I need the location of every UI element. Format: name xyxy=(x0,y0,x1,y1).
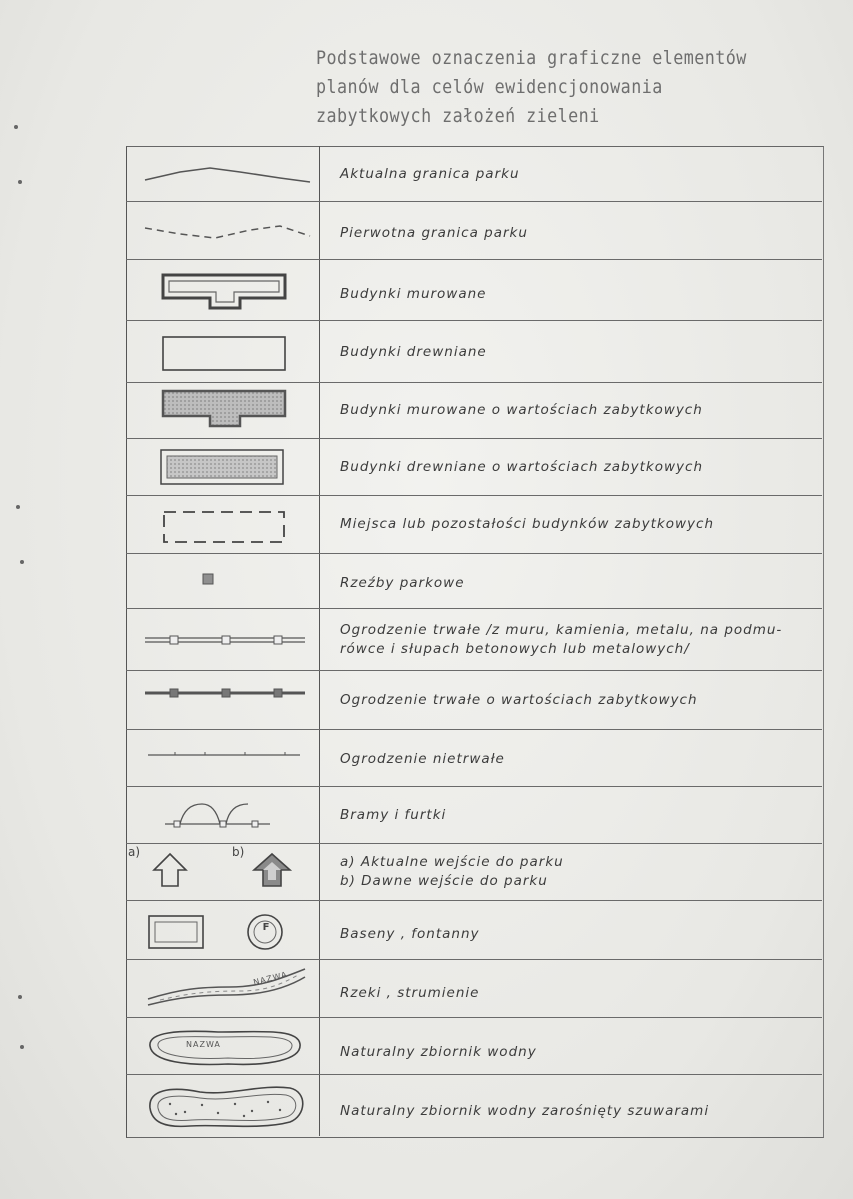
temporary-fence-icon xyxy=(145,745,305,765)
dashed-boundary-line-icon xyxy=(140,218,315,248)
historic-masonry-building-icon xyxy=(160,388,290,430)
row-label: Naturalny zbiornik wodny xyxy=(340,1044,537,1060)
entrance-a-mark: a) xyxy=(128,845,141,859)
title-line-1: Podstawowe oznaczenia graficzne elementów xyxy=(316,47,747,69)
row-label-line-1: Ogrodzenie trwałe /z muru, kamienia, metalu, na podmu- xyxy=(340,622,783,638)
row-label: Budynki murowane o wartościach zabytkowych xyxy=(340,402,703,418)
document-title xyxy=(316,44,756,131)
pond-icon xyxy=(138,1024,308,1070)
historic-wooden-building-icon xyxy=(158,447,288,489)
margin-mark xyxy=(16,505,20,509)
margin-mark xyxy=(20,1045,24,1049)
row-label: Budynki drewniane xyxy=(340,344,487,360)
wooden-building-icon xyxy=(160,334,290,374)
row-label: Bramy i furtki xyxy=(340,807,447,823)
row-label: Naturalny zbiornik wodny zarośnięty szuwarami xyxy=(340,1103,710,1119)
sculpture-icon xyxy=(202,573,214,585)
row-label: Ogrodzenie nietrwałe xyxy=(340,751,505,767)
river-name-label: NAZWA xyxy=(252,969,289,988)
title-line-2: planów dla celów ewidencjonowania xyxy=(316,76,663,98)
gate-icon xyxy=(160,798,275,834)
row-label: Rzeźby parkowe xyxy=(340,575,465,591)
row-label-line-2: b) Dawne wejście do parku xyxy=(340,873,548,889)
entrance-b-mark: b) xyxy=(232,845,245,859)
margin-mark xyxy=(18,995,22,999)
margin-mark xyxy=(20,560,24,564)
margin-mark xyxy=(18,180,22,184)
row-label xyxy=(340,853,810,891)
reed-pond-icon xyxy=(140,1080,310,1132)
title-line-3: zabytkowych założeń zieleni xyxy=(316,105,600,127)
entrance-arrow-icon xyxy=(150,852,300,890)
masonry-building-icon xyxy=(160,272,290,312)
row-label-line-2: rówce i słupach betonowych lub metalowych/ xyxy=(340,641,690,657)
permanent-fence-icon xyxy=(140,630,310,650)
row-label: Miejsca lub pozostałości budynków zabytkowych xyxy=(340,516,714,532)
historic-fence-icon xyxy=(140,683,310,703)
margin-mark xyxy=(14,125,18,129)
row-label: Baseny , fontanny xyxy=(340,926,480,942)
row-label-line-1: a) Aktualne wejście do parku xyxy=(340,854,564,870)
solid-boundary-line-icon xyxy=(140,160,315,190)
pond-name-label: NAZWA xyxy=(186,1040,221,1049)
row-label xyxy=(340,621,810,659)
pool-fountain-icon xyxy=(145,912,295,952)
row-label: Budynki murowane xyxy=(340,286,487,302)
row-label: Ogrodzenie trwałe o wartościach zabytkowych xyxy=(340,692,698,708)
building-remains-icon xyxy=(160,506,290,548)
row-label: Pierwotna granica parku xyxy=(340,225,528,241)
row-label: Rzeki , strumienie xyxy=(340,985,480,1001)
row-label: Budynki drewniane o wartościach zabytkowych xyxy=(340,459,704,475)
fountain-letter: F xyxy=(262,922,270,933)
row-label: Aktualna granica parku xyxy=(340,166,520,182)
